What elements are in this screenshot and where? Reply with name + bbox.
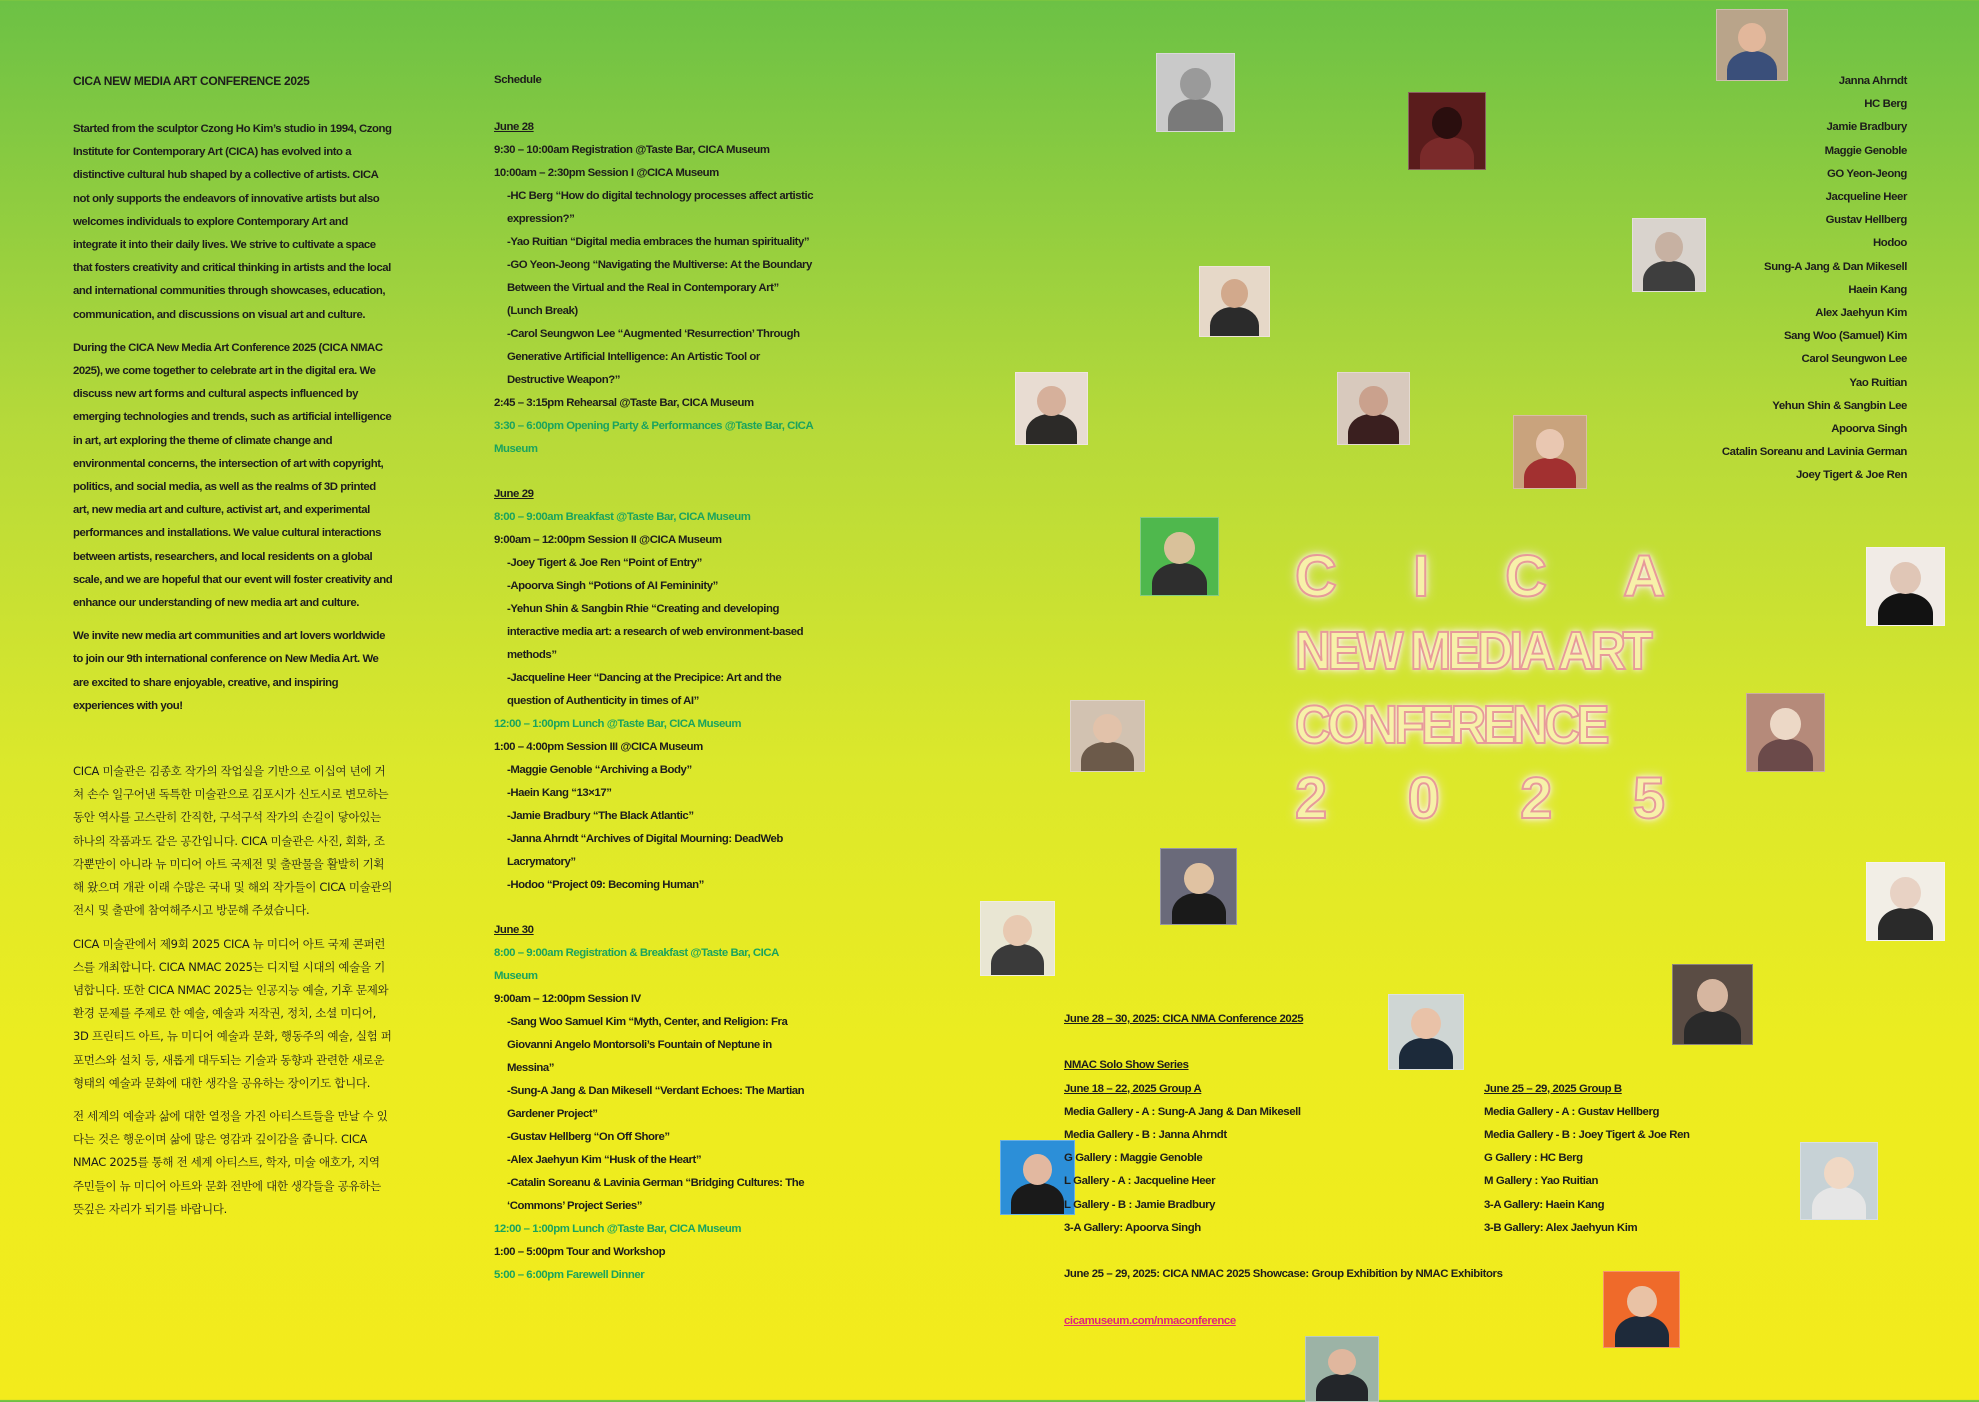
photo-head-shape [1738,23,1766,52]
intro-column [73,70,393,1231]
schedule-event: 1:00 – 4:00pm Session III @CICA Museum [494,741,703,753]
photo-body-shape [1168,99,1223,132]
schedule-talk: -Joey Tigert & Joe Ren “Point of Entry” [507,557,702,569]
schedule-event: 9:30 – 10:00am Registration @Taste Bar, CICA Museum [494,144,770,156]
participant-photo [1632,218,1706,292]
spacer [73,728,393,760]
participant-name: Apoorva Singh [1831,423,1907,436]
intro-title: CICA NEW MEDIA ART CONFERENCE 2025 [73,74,310,88]
photo-head-shape [1432,107,1462,139]
participant-name: Joey Tigert & Joe Ren [1795,469,1907,482]
schedule-talk: -Catalin Soreanu & Lavinia German “Bridging Cultures: The ‘Commons’ Project Series” [507,1177,805,1212]
photo-body-shape [1524,458,1576,489]
gallery-assignment: M Gallery : Yao Ruitian [1484,1175,1599,1188]
poster-title [1295,540,1675,836]
participant-photo [1199,266,1270,337]
schedule-talk: -Yehun Shin & Sangbin Rhie “Creating and developing interactive media art: a research of web environment-based methods” [507,603,804,661]
group-b-list [1484,1101,1690,1240]
photo-head-shape [1824,1157,1854,1189]
participant-photo [1408,92,1486,170]
schedule-day [494,919,814,1287]
schedule-event: 10:00am – 2:30pm Session I @CICA Museum [494,167,719,179]
gallery-assignment: 3-A Gallery: Haein Kang [1484,1198,1605,1211]
schedule-talk: -Maggie Genoble “Archiving a Body” [507,764,692,776]
schedule-talk: -Haein Kang “13×17” [507,787,612,799]
schedule-heading: Schedule [494,74,542,86]
participant-name: Carol Seungwon Lee [1801,353,1907,366]
schedule-event: 1:00 – 5:00pm Tour and Workshop [494,1246,666,1258]
photo-head-shape [1770,708,1801,740]
participant-photo [1070,700,1145,772]
schedule-talk: (Lunch Break) [507,305,578,317]
participant-name: Sang Woo (Samuel) Kim [1783,330,1907,343]
poster-letter: C [1295,544,1337,609]
participant-photo [980,901,1055,976]
participant-name: Maggie Genoble [1824,144,1907,157]
schedule-event: 9:00am – 12:00pm Session IV [494,993,641,1005]
intro-ko-paragraph-1: CICA 미술관은 김종호 작가의 작업실을 기반으로 이십여 년에 거쳐 손수 일구어낸 독특한 미술관으로 김포시가 신도시로 변모하는 동안 역사를 고스란히 간직한, 구석구석 작가의 손길이 닿아있는 하나의 작품과도 같은 공간입니다. CICA 미술관은 사진, 회화, 조각뿐만이 아니라 뉴 미디어 아트 국제전 및 출판물을 활발히 기획해 왔으며 개관 이래 수많은 국내 및 해외 작가들이 CICA 미술관의 전시 및 출판에 참여해주시고 방문해 주셨습니다. [73,764,393,918]
photo-body-shape [1643,261,1695,292]
photo-body-shape [1727,51,1777,81]
poster-letter: 0 [1407,766,1440,831]
gallery-assignment: 3-A Gallery: Apoorva Singh [1064,1221,1201,1234]
poster-line-cica [1295,540,1665,614]
photo-head-shape [1003,915,1032,946]
photo-body-shape [1152,563,1207,596]
schedule-talk: -Carol Seungwon Lee “Augmented ‘Resurrection’ Through Generative Artificial Intelligence: An Artistic Tool or Destructive Weapon?” [507,328,800,386]
participant-name: Gustav Hellberg [1825,214,1907,227]
photo-head-shape [1093,714,1122,743]
intro-ko-paragraph-2: CICA 미술관에서 제9회 2025 CICA 뉴 미디어 아트 국제 콘퍼런스를 개최합니다. CICA NMAC 2025는 디지털 시대의 예술을 기념합니다. 또한 CICA NMAC 2025는 인공지능 예술, 기후 문제와 환경 문제를 주제로 한 예술, 예술과 저작권, 정치, 소셜 미디어, 3D 프린티드 아트, 뉴 미디어 예술과 문화, 행동주의 예술, 실험 퍼포먼스와 설치 등, 새롭게 대두되는 기술과 동향과 관련한 새로운 형태의 예술과 문화에 대한 생각을 공유하는 장이기도 합니다. [73,936,392,1090]
schedule-talk: -Gustav Hellberg “On Off Shore” [507,1131,670,1143]
intro-en-paragraph-1: Started from the sculptor Czong Ho Kim’s studio in 1994, Czong Institute for Contemporary Art (CICA) has evolved into a distinctive cultural hub shaped by a collective of artists. CICA not only supports the endeavors of innovative artists but also welcomes individuals to explore Contemporary Art and integrate it into their daily lives. We strive to cultivate a space that fosters creativity and critical thinking in artists and the local and international communities through showcases, education, communication, and discussions on visual art and culture. [73,123,392,321]
schedule-talk: -GO Yeon-Jeong “Navigating the Multiverse: At the Boundary Between the Virtual and the Real in Contemporary Art” [507,259,812,294]
poster-letter: I [1412,544,1430,609]
schedule-event: 12:00 – 1:00pm Lunch @Taste Bar, CICA Museum [494,1223,742,1235]
intro-en-paragraph-2: During the CICA New Media Art Conference 2025 (CICA NMAC 2025), we come together to celebrate art in the digital era. We discuss new art forms and cultural aspects influenced by emerging technologies and trends, such as artificial intelligence in art, art exploring the theme of climate change and environmental concerns, the intersection of art with copyright, politics, and social media, as well as the realms of 3D printed art, new media art and culture, activist art, and experimental performances and installations. We value cultural interactions between artists, researchers, and local residents on a global scale, and we are hopeful that our event will foster creativity and enhance our understanding of new media art and culture. [73,341,393,610]
photo-body-shape [1081,742,1134,772]
participant-name: Yehun Shin & Sangbin Lee [1772,399,1907,412]
photo-body-shape [1758,739,1813,772]
series-title: NMAC Solo Show Series [1064,1059,1189,1072]
participant-name: Janna Ahrndt [1838,75,1907,87]
photo-head-shape [1890,877,1921,909]
schedule-talk: -Jamie Bradbury “The Black Atlantic” [507,810,694,822]
poster-letter: 2 [1295,766,1328,831]
photo-head-shape [1221,279,1249,308]
photo-head-shape [1536,429,1565,459]
schedule-talk: -Janna Ahrndt “Archives of Digital Mourning: DeadWeb Lacrymatory” [507,833,783,868]
participant-photo [1337,372,1410,445]
photo-body-shape [1420,137,1475,170]
website-link[interactable]: cicamuseum.com/nmaconference [1064,1314,1236,1327]
photo-head-shape [1164,532,1195,564]
photo-body-shape [1878,593,1933,626]
group-a-title: June 18 – 22, 2025 Group A [1064,1082,1202,1095]
photo-head-shape [1655,232,1684,262]
photo-head-shape [1180,68,1211,100]
schedule-event: 3:30 – 6:00pm Opening Party & Performances @Taste Bar, CICA Museum [494,420,813,455]
participant-photo [1866,862,1945,941]
photo-head-shape [1184,863,1214,895]
participant-name: Sung-A Jang & Dan Mikesell [1764,260,1907,273]
photo-body-shape [1348,414,1399,445]
participant-name: GO Yeon-Jeong [1826,167,1907,180]
schedule-talk: -Hodoo “Project 09: Becoming Human” [507,879,704,891]
photo-body-shape [1812,1187,1867,1220]
participant-photo [1305,1336,1379,1402]
participant-photo [1156,53,1235,132]
gallery-assignment: L Gallery - B : Jamie Bradbury [1064,1198,1216,1211]
gallery-assignment: G Gallery : HC Berg [1484,1152,1583,1165]
photo-head-shape [1359,386,1387,416]
group-b-title: June 25 – 29, 2025 Group B [1484,1082,1622,1095]
schedule-days [494,116,814,1287]
participant-photo [1160,848,1237,925]
schedule-talk: -Alex Jaehyun Kim “Husk of the Heart” [507,1154,702,1166]
photo-body-shape [1878,908,1933,941]
schedule-event: 9:00am – 12:00pm Session II @CICA Museum [494,534,722,546]
photo-head-shape [1023,1154,1052,1185]
photo-body-shape [1026,414,1077,445]
participant-photo [1015,372,1088,445]
participant-name: Catalin Soreanu and Lavinia German [1721,446,1907,459]
participant-name: HC Berg [1864,98,1907,111]
photo-head-shape [1037,386,1065,416]
photo-head-shape [1890,562,1921,594]
conference-dates: June 28 – 30, 2025: CICA NMA Conference 2025 [1064,1013,1304,1025]
schedule-event: 8:00 – 9:00am Registration & Breakfast @Taste Bar, CICA Museum [494,947,779,982]
schedule-talk: -Sang Woo Samuel Kim “Myth, Center, and Religion: Fra Giovanni Angelo Montorsoli’s Fountain of Neptune in Messina” [507,1016,788,1074]
schedule-date: June 30 [494,924,534,936]
participant-name: Jamie Bradbury [1826,121,1907,134]
photo-head-shape [1328,1349,1357,1376]
poster-letter: 2 [1520,766,1553,831]
participant-name: Hodoo [1872,237,1907,250]
participant-name: Alex Jaehyun Kim [1815,307,1907,320]
schedule-event: 8:00 – 9:00am Breakfast @Taste Bar, CICA Museum [494,511,751,523]
participant-photo [1513,415,1587,489]
intro-en-paragraph-3: We invite new media art communities and art lovers worldwide to join our 9th international conference on New Media Art. We are excited to share enjoyable, creative, and inspiring experiences with you! [73,630,386,712]
showcase-line: June 25 – 29, 2025: CICA NMAC 2025 Showcase: Group Exhibition by NMAC Exhibitors [1064,1268,1503,1281]
poster-letter: C [1505,544,1548,609]
participant-photo [1716,9,1788,81]
photo-body-shape [991,944,1044,976]
participant-name: Haein Kang [1848,283,1907,296]
exhibitions-block [1064,1008,1764,1333]
schedule-date: June 28 [494,121,534,133]
schedule-event: 12:00 – 1:00pm Lunch @Taste Bar, CICA Museum [494,718,742,730]
photo-body-shape [1210,307,1260,337]
gallery-assignment: Media Gallery - B : Joey Tigert & Joe Ren [1484,1129,1690,1141]
poster-line-conference: CONFERENCE [1295,695,1606,755]
participant-name: Jacqueline Heer [1825,191,1907,204]
gallery-assignment: G Gallery : Maggie Genoble [1064,1152,1203,1165]
gallery-assignment: L Gallery - A : Jacqueline Heer [1064,1175,1216,1188]
schedule-date: June 29 [494,488,534,500]
schedule-talk: -Yao Ruitian “Digital media embraces the human spirituality” [507,236,810,248]
participant-photo [1800,1142,1878,1220]
schedule-day [494,116,814,461]
intro-ko-paragraph-3: 전 세계의 예술과 삶에 대한 열정을 가진 아티스트들을 만날 수 있다는 것은 행운이며 삶에 많은 영감과 깊이감을 줍니다. CICA NMAC 2025를 통해 전 세계 아티스트, 학자, 미술 애호가, 지역 주민들이 뉴 미디어 아트와 문화 전반에 대한 생각들을 공유하는 뜻깊은 자리가 되기를 바랍니다. [73,1108,388,1216]
schedule-talk: -Apoorva Singh “Potions of AI Femininity” [507,580,718,592]
photo-body-shape [1316,1374,1368,1402]
participant-name: Yao Ruitian [1849,376,1907,389]
photo-body-shape [1011,1183,1064,1215]
schedule-talk: -Jacqueline Heer “Dancing at the Precipice: Art and the question of Authenticity in times of AI” [507,672,782,707]
schedule-event: 5:00 – 6:00pm Farewell Dinner [494,1269,645,1281]
gallery-assignment: Media Gallery - A : Sung-A Jang & Dan Mikesell [1064,1105,1301,1118]
schedule-event: 2:45 – 3:15pm Rehearsal @Taste Bar, CICA Museum [494,397,754,409]
photo-body-shape [1172,893,1226,926]
participant-photo [1140,517,1219,596]
poster-letter: A [1623,544,1665,609]
poster-line-year [1295,762,1665,836]
schedule-talk: -Sung-A Jang & Dan Mikesell “Verdant Echoes: The Martian Gardener Project” [507,1085,805,1120]
participant-photo [1746,693,1825,772]
schedule-column [494,70,814,1309]
schedule-day [494,483,814,897]
group-b [1484,1078,1690,1240]
poster-line-new-media-art: NEW MEDIA ART [1295,621,1650,681]
schedule-talk: -HC Berg “How do digital technology processes affect artistic expression?” [507,190,814,225]
gallery-assignment: Media Gallery - B : Janna Ahrndt [1064,1129,1227,1142]
gallery-assignment: Media Gallery - A : Gustav Hellberg [1484,1105,1660,1118]
poster-letter: 5 [1632,766,1665,831]
participant-list [1722,70,1907,488]
participant-photo [1866,547,1945,626]
gallery-assignment: 3-B Gallery: Alex Jaehyun Kim [1484,1221,1638,1234]
